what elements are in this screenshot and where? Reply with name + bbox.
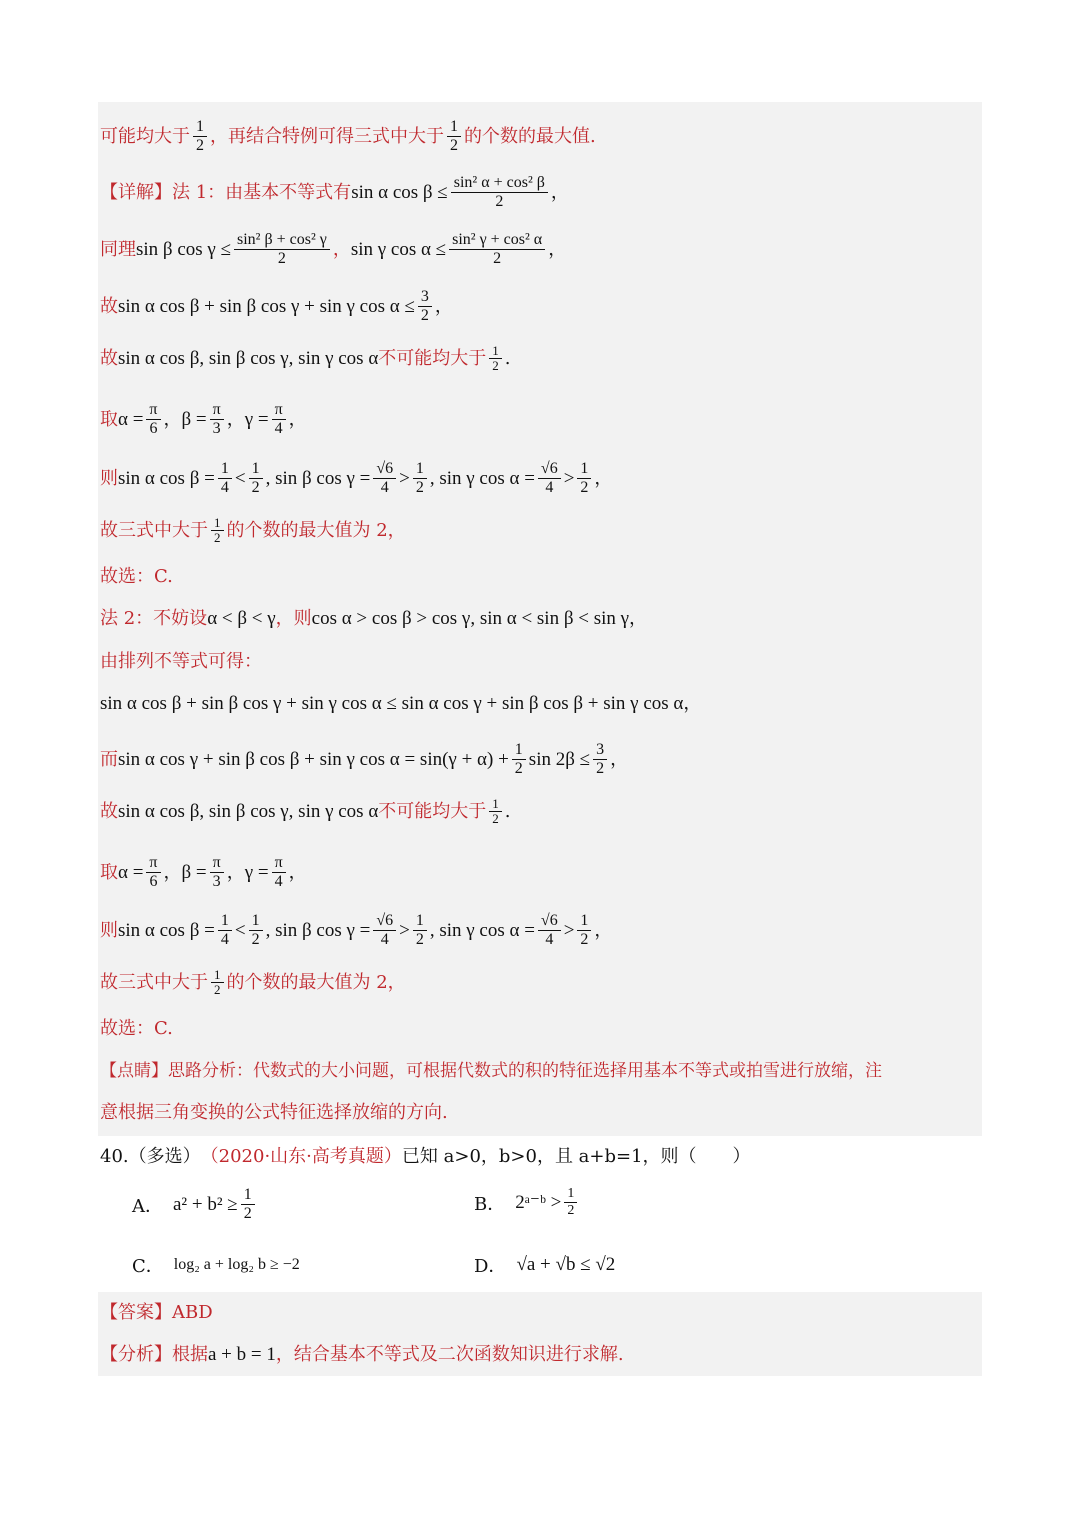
fraction: $\frac{1}{2}$ [577,912,591,949]
math: > [563,467,575,489]
text: 故三式中大于 [100,519,208,541]
question-40-stem [100,1145,751,1169]
fraction: $\frac{1}{2}$ [249,912,263,949]
line-13 [100,741,628,778]
math: a² + b² ≥ [173,1193,238,1215]
line-9 [100,565,173,589]
text: ，结合基本不等式及二次函数知识进行求解. [275,1344,624,1365]
fraction: $\frac{\pi}{6}$ [146,401,160,438]
line-18 [100,1017,173,1041]
text: ， [434,295,453,317]
math: > [563,919,575,941]
text: 则 [100,467,118,489]
line-5 [100,344,511,373]
math: < [234,467,246,489]
text: ， [683,693,702,714]
text: ， [594,919,613,941]
math: 2ᵃ⁻ᵇ > [515,1192,562,1213]
math: sin α cos β ≤ [351,181,448,203]
option-label: A． [132,1195,163,1217]
fraction: $\frac{√6}{4}$ [373,460,396,497]
fraction: $\frac{3}{2}$ [418,288,432,325]
text: 根据 [172,1344,208,1365]
text: . [504,347,511,369]
math: log₂ a + log₂ b ≥ −2 [173,1256,300,1273]
fraction: $\frac{√6}{4}$ [538,912,561,949]
math: cos α > cos β > cos γ, sin α < sin β < sin γ [311,608,630,629]
fraction: $\frac{3}{2}$ [593,741,607,778]
text: 不可能均大于 [378,347,487,369]
text: 故 [100,347,118,369]
question-number: 40.（多选） [100,1146,201,1167]
math: sin α cos β, sin β cos γ, sin γ cos α [118,347,379,369]
line-19 [100,1059,882,1083]
text: ， [163,408,182,430]
answer-tag: 【答案】 [100,1302,172,1323]
fraction: $\frac{1}{2}$ [447,118,461,155]
line-4 [100,288,453,325]
text: ， [594,467,613,489]
math: , sin β cos γ = [265,919,371,941]
math: γ = [244,408,269,430]
text: 法 2：不妨设 [100,608,208,629]
fraction: $\frac{1}{2}$ [413,460,427,497]
fraction: $\frac{1}{4}$ [218,912,232,949]
line-7 [100,460,612,497]
fraction: $\frac{1}{2}$ [193,118,207,155]
math: sin α cos β = [118,919,215,941]
text: 由排列不等式可得： [100,651,262,672]
line-10 [100,607,647,631]
text: 可能均大于 [100,125,190,147]
fraction: $\frac{1}{2}$ [211,968,224,997]
math: sin α cos β = [118,467,215,489]
text: ， [548,238,567,260]
math: sin α cos β + sin β cos γ + sin γ cos α ≤ sin α cos γ + sin β cos β + sin γ cos α [100,693,684,714]
detail-tag: 【详解】 [100,181,172,203]
math: β = [181,408,207,430]
answer-line [100,1301,213,1325]
text: 故 [100,295,118,317]
fraction: $\frac{1}{2}$ [249,460,263,497]
math: √a + √b ≤ √2 [516,1254,616,1275]
fraction: $\frac{\pi}{3}$ [210,854,224,891]
text: 取 [100,861,118,883]
fraction: $\frac{\pi}{4}$ [272,401,286,438]
fraction: $\frac{√6}{4}$ [538,460,561,497]
math: β = [181,861,207,883]
line-16 [100,912,612,949]
math: a + b = 1 [208,1344,276,1365]
line-1 [100,118,596,155]
line-12 [100,692,701,716]
fraction: $\frac{1}{2}$ [241,1186,255,1223]
line-17 [100,968,406,997]
text: 意根据三角变换的公式特征选择放缩的方向. [100,1102,448,1123]
fraction: $\frac{\text{sin² β + cos² γ}}{2}$ [234,231,330,268]
option-label: C． [132,1256,164,1277]
fraction: $\frac{\text{sin² α + cos² β}}{2}$ [451,174,548,211]
math: , sin γ cos α = [429,919,535,941]
fraction: $\frac{\pi}{6}$ [146,854,160,891]
analysis-tag: 【分析】 [100,1344,172,1365]
math: > [399,467,410,489]
fraction: $\frac{1}{2}$ [489,344,502,373]
math: , sin β cos γ = [265,467,371,489]
option-c[interactable] [132,1252,300,1278]
fraction: $\frac{1}{4}$ [218,460,232,497]
text: 同理 [100,238,136,260]
text: ， [288,408,307,430]
line-3 [100,231,566,268]
text: ， [226,861,245,883]
math: sin α cos γ + sin β cos β + sin γ cos α = sin(γ + α) + [118,748,509,770]
text: ， [550,181,569,203]
text: 的个数的最大值. [464,125,596,147]
option-label: D． [474,1256,507,1277]
text: 的个数的最大值为 2， [226,971,406,993]
text: 法 1：由基本不等式有 [172,181,352,203]
question-source: （2020·山东·高考真题） [200,1146,402,1167]
fraction: $\frac{1}{2}$ [512,741,526,778]
math: sin β cos γ ≤ [136,238,231,260]
fraction: $\frac{1}{2}$ [211,516,224,545]
fraction: $\frac{\text{sin² γ + cos² α}}{2}$ [449,231,545,268]
math: α = [118,408,144,430]
text: ，再结合特例可得三式中大于 [210,125,444,147]
math: sin γ cos α ≤ [350,238,447,260]
line-11 [100,650,262,674]
math: > [399,919,410,941]
text: 则 [100,919,118,941]
option-label: B． [474,1193,506,1215]
text: 取 [100,408,118,430]
option-a[interactable] [132,1186,258,1223]
question-text: 已知 a>0，b>0，且 a+b=1，则（ ） [401,1146,751,1167]
text: 不可能均大于 [378,800,487,822]
line-14 [100,797,511,826]
text: 故三式中大于 [100,971,208,993]
text: 故选：C. [100,566,173,587]
text: ， [332,238,351,260]
option-b[interactable] [474,1186,580,1219]
math: sin α cos β, sin β cos γ, sin γ cos α [118,800,379,822]
text: 故选：C. [100,1018,173,1039]
text: ， [163,861,182,883]
line-8 [100,516,406,545]
line-15 [100,854,307,891]
fraction: $\frac{1}{2}$ [577,460,591,497]
fraction: $\frac{√6}{4}$ [373,912,396,949]
line-20 [100,1101,448,1125]
answer-value: ABD [172,1302,213,1323]
text: 而 [100,748,118,770]
text: ， [629,608,648,629]
fraction: $\frac{1}{2}$ [413,912,427,949]
math: γ = [244,861,269,883]
math: < [234,919,246,941]
text: . [504,800,511,822]
text: 故 [100,800,118,822]
fraction: $\frac{1}{2}$ [564,1186,577,1219]
text: 的个数的最大值为 2， [226,519,406,541]
option-d[interactable] [474,1252,615,1278]
remark-tag: 【点睛】 [100,1061,168,1081]
text: ，则 [275,608,312,629]
line-6 [100,401,307,438]
math: , sin γ cos α = [429,467,535,489]
text: ， [226,408,245,430]
math: α = [118,861,144,883]
line-2 [100,174,569,211]
analysis-line [100,1343,624,1367]
fraction: $\frac{\pi}{4}$ [272,854,286,891]
math: sin 2β ≤ [528,748,591,770]
fraction: $\frac{1}{2}$ [489,797,502,826]
math: α < β < γ [207,608,276,629]
fraction: $\frac{\pi}{3}$ [210,401,224,438]
text: 思路分析：代数式的大小问题，可根据代数式的积的特征选择用基本不等式或拍雪进行放缩，注 [168,1061,882,1081]
text: ， [610,748,629,770]
math: sin α cos β + sin β cos γ + sin γ cos α ≤ [118,295,415,317]
text: ， [288,861,307,883]
